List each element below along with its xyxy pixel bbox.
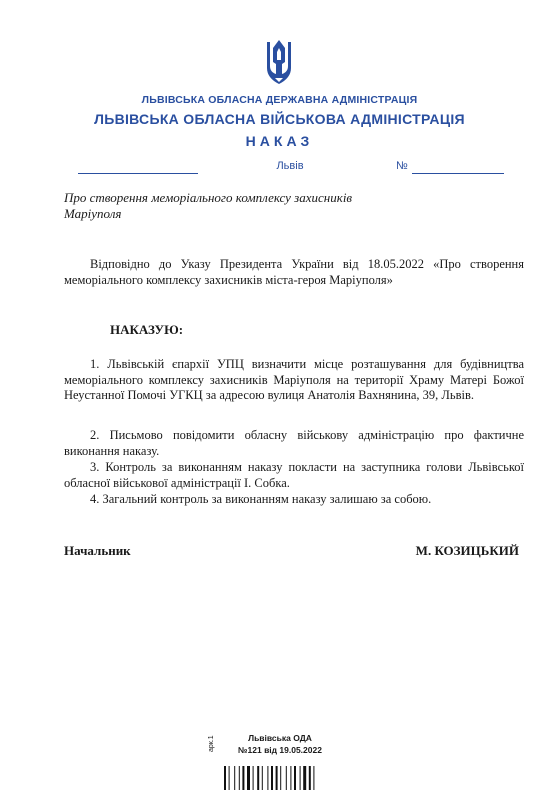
signatory-name: М. КОЗИЦЬКИЙ <box>415 543 519 558</box>
barcode <box>224 766 336 790</box>
orders-heading: НАКАЗУЮ: <box>110 322 184 337</box>
number-sign: № <box>396 160 408 172</box>
order-subject: Про створення меморіального комплексу захисників Маріуполя <box>64 190 353 221</box>
military-administration-name: ЛЬВІВСЬКА ОБЛАСНА ВІЙСЬКОВА АДМІНІСТРАЦІЯ <box>94 111 465 127</box>
coat-of-arms-icon <box>264 38 294 86</box>
registration-stamp-number: №121 від 19.05.2022 <box>238 745 322 755</box>
state-administration-name: ЛЬВІВСЬКА ОБЛАСНА ДЕРЖАВНА АДМІНІСТРАЦІЯ <box>141 94 418 106</box>
number-field-line <box>412 173 504 174</box>
order-item-4: 4. Загальний контроль за виконанням наказу залишаю за собою. <box>90 492 432 506</box>
order-item-1: 1. Львівській єпархії УПЦ визначити місце розташування для будівництва меморіального комплексу захисників Маріуполя на території Храму Матері Божої Неустанної Помочі УГКЦ за адресою вулиця Анатолія Вахнянина, 39, Львів. <box>64 357 524 402</box>
document-title: НАКАЗ <box>245 133 314 149</box>
city-label: Львів <box>276 160 304 172</box>
order-item-3: 3. Контроль за виконанням наказу покласти на заступника голови Львівської обласної військової адміністрації І. Собка. <box>64 460 524 490</box>
preamble-paragraph: Відповідно до Указу Президента України від 18.05.2022 «Про створення меморіального комплексу захисників міста-героя Маріуполя» <box>64 257 524 287</box>
sheet-mark: арк.1 <box>208 735 215 752</box>
order-item-2: 2. Письмово повідомити обласну військову адміністрацію про фактичне виконання наказу. <box>64 428 524 458</box>
date-field-line <box>78 173 198 174</box>
signatory-position: Начальник <box>64 543 131 558</box>
registration-stamp-org: Львівська ОДА <box>248 733 312 743</box>
